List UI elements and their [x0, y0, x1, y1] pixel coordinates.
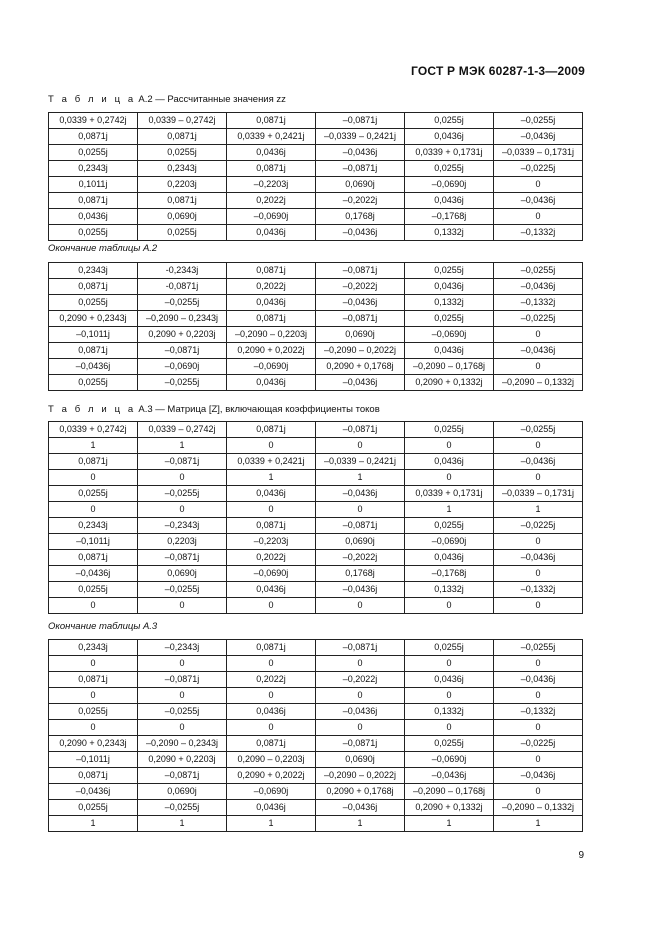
table-cell: –0,2090 – 0,1768j	[405, 784, 494, 800]
table-cell: –0,0436j	[316, 486, 405, 502]
table-cell: 0	[494, 720, 583, 736]
table-cell: 1	[494, 816, 583, 832]
table-cell: 1	[138, 438, 227, 454]
table-cell: –0,0690j	[227, 566, 316, 582]
table-cell: 0,2022j	[227, 550, 316, 566]
table-cell: 0,0690j	[316, 327, 405, 343]
table-cell: –0,0436j	[494, 550, 583, 566]
table-cell: 0,0436j	[405, 193, 494, 209]
table-row	[49, 422, 583, 438]
table-cell: 0,0871j	[49, 343, 138, 359]
table-cell: 0,0871j	[227, 422, 316, 438]
table-cell: –0,0871j	[138, 550, 227, 566]
table-cell: 0,2090 + 0,2343j	[49, 311, 138, 327]
table-cell: 0,0436j	[227, 582, 316, 598]
table-cell: –0,0436j	[49, 566, 138, 582]
table-cell: 0,0436j	[405, 343, 494, 359]
table-row	[49, 720, 583, 736]
table-cell: 0,0690j	[138, 784, 227, 800]
table-cell: 0,0436j	[227, 375, 316, 391]
table-cell: –0,0255j	[138, 582, 227, 598]
table-row	[49, 209, 583, 225]
table-row	[49, 359, 583, 375]
table-cell: 0,1332j	[405, 582, 494, 598]
table-cell: –0,0871j	[316, 518, 405, 534]
table-cell: 0,1332j	[405, 704, 494, 720]
table-row	[49, 263, 583, 279]
table-cell: –0,2022j	[316, 550, 405, 566]
table-cell: 0,0871j	[49, 672, 138, 688]
table-cell: 0,0339 + 0,2742j	[49, 113, 138, 129]
table-cell: 0,0436j	[405, 550, 494, 566]
table-cell: 0,2343j	[49, 518, 138, 534]
table-cell: –0,0871j	[316, 640, 405, 656]
table-cell: -0,0871j	[138, 279, 227, 295]
table-cell: 1	[227, 816, 316, 832]
table-a2-continuation	[48, 262, 583, 391]
table-cell: –0,0436j	[316, 800, 405, 816]
table-a3-continuation	[48, 639, 583, 832]
table-cell: –0,2090 – 0,2343j	[138, 736, 227, 752]
table-cell: 0,0255j	[49, 295, 138, 311]
table-cell: –0,2090 – 0,2022j	[316, 343, 405, 359]
table-cell: 0,0871j	[49, 768, 138, 784]
table-cell: –0,0225j	[494, 311, 583, 327]
table-cell: 1	[494, 502, 583, 518]
table-cell: 0,0339 + 0,1731j	[405, 486, 494, 502]
table-cell: –0,2343j	[138, 518, 227, 534]
table-row	[49, 816, 583, 832]
table-cell: 0,0690j	[316, 752, 405, 768]
table-a3	[48, 421, 583, 614]
table-cell: 0	[405, 656, 494, 672]
table-cell: 0,0436j	[227, 295, 316, 311]
table-cell: 0,2090 + 0,1332j	[405, 375, 494, 391]
table-cell: –0,0339 – 0,2421j	[316, 129, 405, 145]
table-cell: –0,0255j	[138, 800, 227, 816]
table-cell: –0,0339 – 0,1731j	[494, 145, 583, 161]
table-cell: –0,0871j	[316, 161, 405, 177]
table-cell: 0,0690j	[138, 209, 227, 225]
table-cell: 0	[138, 720, 227, 736]
table-cell: 1	[49, 438, 138, 454]
table-cell: –0,0690j	[138, 359, 227, 375]
table-row	[49, 177, 583, 193]
table-cell: –0,1011j	[49, 752, 138, 768]
table-a3-caption	[48, 404, 380, 415]
table-row	[49, 225, 583, 241]
table-cell: 0,2090 + 0,2022j	[227, 768, 316, 784]
table-cell: 0,0871j	[49, 129, 138, 145]
table-cell: 0,2022j	[227, 672, 316, 688]
table-cell: 0,0255j	[138, 225, 227, 241]
table-cell: 0,0339 + 0,1731j	[405, 145, 494, 161]
table-a2	[48, 112, 583, 241]
table-cell: 0	[494, 656, 583, 672]
table-cell: –0,1332j	[494, 225, 583, 241]
table-cell: 0,2090 + 0,1768j	[316, 359, 405, 375]
table-row	[49, 279, 583, 295]
table-cell: 0,0871j	[227, 113, 316, 129]
table-cell: 0	[138, 598, 227, 614]
table-a3-caption-prefix: Т а б л и ц а	[48, 404, 136, 415]
table-cell: 0,0436j	[405, 279, 494, 295]
table-cell: –0,0436j	[494, 129, 583, 145]
table-cell: 0	[405, 720, 494, 736]
table-cell: 0,1768j	[316, 566, 405, 582]
table-cell: 0	[49, 502, 138, 518]
table-cell: 0,2203j	[138, 177, 227, 193]
table-cell: 0,0871j	[49, 193, 138, 209]
table-cell: 0,0871j	[227, 736, 316, 752]
table-row	[49, 672, 583, 688]
table-cell: 1	[405, 816, 494, 832]
table-row	[49, 736, 583, 752]
table-cell: 0,0255j	[49, 486, 138, 502]
table-cell: –0,0436j	[316, 704, 405, 720]
table-cell: –0,1332j	[494, 704, 583, 720]
table-cell: –0,0690j	[227, 359, 316, 375]
table-a2-caption-prefix: Т а б л и ц а	[48, 94, 136, 105]
table-row	[49, 566, 583, 582]
table-cell: 0	[494, 784, 583, 800]
table-cell: 0,2343j	[138, 161, 227, 177]
table-row	[49, 343, 583, 359]
table-cell: –0,2203j	[227, 177, 316, 193]
table-cell: 0,2090 + 0,2203j	[138, 752, 227, 768]
table-cell: 0,0255j	[405, 113, 494, 129]
table-cell: 0,0436j	[405, 454, 494, 470]
table-cell: 0,0339 – 0,2742j	[138, 422, 227, 438]
table-cell: –0,0871j	[316, 311, 405, 327]
table-cell: –0,1332j	[494, 582, 583, 598]
table-cell: –0,0436j	[494, 279, 583, 295]
table-cell: –0,0436j	[494, 343, 583, 359]
table-row	[49, 145, 583, 161]
table-cell: 0	[405, 688, 494, 704]
table-cell: –0,0436j	[316, 295, 405, 311]
table-cell: 0,0436j	[405, 672, 494, 688]
table-cell: –0,0871j	[316, 422, 405, 438]
table-cell: 0,0255j	[49, 225, 138, 241]
table-cell: 0	[227, 438, 316, 454]
table-cell: –0,0436j	[494, 193, 583, 209]
table-cell: –0,2203j	[227, 534, 316, 550]
table-cell: 0,0436j	[227, 225, 316, 241]
table-row	[49, 113, 583, 129]
table-cell: –0,0436j	[494, 454, 583, 470]
table-cell: –0,1011j	[49, 534, 138, 550]
table-cell: 0	[494, 438, 583, 454]
table-cell: 0	[316, 438, 405, 454]
table-a2-caption	[48, 94, 286, 105]
table-cell: 0,2090 + 0,1768j	[316, 784, 405, 800]
table-cell: 0,2343j	[49, 640, 138, 656]
table-cell: –0,1768j	[405, 566, 494, 582]
table-cell: –0,2022j	[316, 279, 405, 295]
table-cell: –0,2343j	[138, 640, 227, 656]
table-cell: –0,0690j	[405, 327, 494, 343]
table-cell: 0	[405, 438, 494, 454]
table-cell: 0,0255j	[405, 161, 494, 177]
table-cell: 0,2090 – 0,2203j	[227, 752, 316, 768]
table-cell: –0,0871j	[138, 672, 227, 688]
table-row	[49, 550, 583, 566]
table-cell: –0,2090 – 0,1332j	[494, 800, 583, 816]
table-cell: 0	[494, 209, 583, 225]
table-cell: 1	[405, 502, 494, 518]
page-number: 9	[578, 850, 584, 861]
table-row	[49, 688, 583, 704]
table-cell: 0,2090 + 0,2203j	[138, 327, 227, 343]
table-cell: 0,0436j	[227, 704, 316, 720]
table-cell: 0,2090 + 0,2022j	[227, 343, 316, 359]
table-row	[49, 161, 583, 177]
table-cell: 0,0871j	[227, 263, 316, 279]
table-cell: 0,0255j	[49, 582, 138, 598]
table-cell: –0,0339 – 0,2421j	[316, 454, 405, 470]
table-cell: –0,0871j	[138, 454, 227, 470]
table-cell: 0	[494, 327, 583, 343]
table-cell: –0,2090 – 0,2022j	[316, 768, 405, 784]
table-cell: –0,0436j	[316, 145, 405, 161]
table-cell: –0,0255j	[494, 640, 583, 656]
table-cell: –0,0225j	[494, 736, 583, 752]
table-cell: 1	[316, 470, 405, 486]
table-cell: 0,0255j	[405, 263, 494, 279]
table-row	[49, 470, 583, 486]
table-cell: 0	[494, 534, 583, 550]
table-cell: 0	[49, 656, 138, 672]
table-cell: –0,2090 – 0,2203j	[227, 327, 316, 343]
table-cell: –0,1332j	[494, 295, 583, 311]
table-row	[49, 752, 583, 768]
table-cell: –0,0690j	[405, 177, 494, 193]
document-standard-header: ГОСТ Р МЭК 60287-1-3—2009	[411, 64, 585, 78]
table-row	[49, 129, 583, 145]
table-cell: –0,1768j	[405, 209, 494, 225]
table-row	[49, 582, 583, 598]
table-row	[49, 704, 583, 720]
table-cell: 0,0255j	[405, 518, 494, 534]
table-cell: 0	[494, 359, 583, 375]
table-cell: 0,0871j	[227, 518, 316, 534]
table-cell: 0	[494, 688, 583, 704]
table-cell: 0,0436j	[405, 129, 494, 145]
table-row	[49, 311, 583, 327]
table-cell: –0,1011j	[49, 327, 138, 343]
table-cell: 0,0871j	[49, 454, 138, 470]
table-cell: –0,0255j	[138, 486, 227, 502]
table-cell: 0	[316, 598, 405, 614]
table-cell: 0	[138, 656, 227, 672]
table-cell: 0	[494, 752, 583, 768]
table-cell: –0,0255j	[138, 295, 227, 311]
table-cell: –0,0436j	[316, 225, 405, 241]
table-cell: 0,0339 + 0,2421j	[227, 454, 316, 470]
table-cell: 0,0339 – 0,2742j	[138, 113, 227, 129]
table-cell: 0	[138, 688, 227, 704]
table-cell: 0,0871j	[138, 193, 227, 209]
table-cell: 0,0871j	[227, 311, 316, 327]
table-cell: 1	[49, 816, 138, 832]
table-cell: –0,0255j	[494, 422, 583, 438]
table-cell: 0,0255j	[405, 311, 494, 327]
table-cell: –0,0436j	[49, 784, 138, 800]
table-a3-continuation-caption: Окончание таблицы А.3	[48, 621, 158, 632]
table-cell: 1	[138, 816, 227, 832]
table-row	[49, 438, 583, 454]
table-row	[49, 502, 583, 518]
table-cell: 0,0871j	[227, 161, 316, 177]
table-cell: 0	[316, 720, 405, 736]
table-cell: –0,0690j	[227, 784, 316, 800]
table-cell: –0,0871j	[316, 263, 405, 279]
table-cell: –0,0436j	[316, 582, 405, 598]
table-cell: 0,0436j	[227, 800, 316, 816]
table-cell: 0,0690j	[316, 177, 405, 193]
table-cell: 0	[227, 720, 316, 736]
table-cell: 0,0436j	[227, 145, 316, 161]
table-cell: 0,2090 + 0,2343j	[49, 736, 138, 752]
table-row	[49, 800, 583, 816]
table-cell: 0,0255j	[405, 640, 494, 656]
table-cell: 0,2022j	[227, 193, 316, 209]
table-row	[49, 486, 583, 502]
table-cell: 0	[316, 656, 405, 672]
table-a3-caption-text: А.3 — Матрица [Z], включающая коэффициенты токов	[135, 404, 380, 415]
table-row	[49, 768, 583, 784]
table-cell: –0,0225j	[494, 518, 583, 534]
table-cell: –0,0255j	[138, 375, 227, 391]
table-cell: 0	[227, 688, 316, 704]
table-row	[49, 375, 583, 391]
table-cell: 0	[138, 502, 227, 518]
table-row	[49, 327, 583, 343]
table-cell: –0,0255j	[494, 263, 583, 279]
table-cell: –0,2022j	[316, 672, 405, 688]
table-cell: 0,0255j	[49, 145, 138, 161]
table-cell: 0,0339 + 0,2421j	[227, 129, 316, 145]
table-cell: –0,2090 – 0,1332j	[494, 375, 583, 391]
table-cell: 0	[49, 720, 138, 736]
table-cell: 0,1011j	[49, 177, 138, 193]
table-cell: –0,2090 – 0,1768j	[405, 359, 494, 375]
table-cell: 1	[227, 470, 316, 486]
table-cell: 0,1768j	[316, 209, 405, 225]
table-cell: –0,2022j	[316, 193, 405, 209]
table-cell: –0,0436j	[494, 768, 583, 784]
table-cell: 0	[405, 470, 494, 486]
table-cell: 0,0255j	[405, 736, 494, 752]
table-cell: 0,1332j	[405, 295, 494, 311]
table-cell: 0	[227, 656, 316, 672]
table-row	[49, 454, 583, 470]
table-cell: 0,0871j	[227, 640, 316, 656]
table-cell: 0,2022j	[227, 279, 316, 295]
table-cell: 0,0690j	[316, 534, 405, 550]
table-cell: 0	[227, 502, 316, 518]
table-cell: 0,2343j	[49, 161, 138, 177]
table-cell: –0,0339 – 0,1731j	[494, 486, 583, 502]
table-cell: 0,0255j	[138, 145, 227, 161]
table-row	[49, 518, 583, 534]
table-cell: –0,0255j	[494, 113, 583, 129]
table-cell: –0,0871j	[316, 113, 405, 129]
table-cell: 0,2203j	[138, 534, 227, 550]
table-row	[49, 193, 583, 209]
table-cell: 0,1332j	[405, 225, 494, 241]
table-cell: 0	[138, 470, 227, 486]
table-cell: 0,0436j	[49, 209, 138, 225]
table-row	[49, 784, 583, 800]
table-cell: –0,0255j	[138, 704, 227, 720]
table-cell: –0,0690j	[227, 209, 316, 225]
table-cell: 0	[494, 177, 583, 193]
table-cell: 0	[49, 470, 138, 486]
table-cell: 1	[316, 816, 405, 832]
table-a2-caption-text: А.2 — Рассчитанные значения zz	[135, 94, 286, 105]
table-row	[49, 598, 583, 614]
table-cell: 0,0255j	[405, 422, 494, 438]
table-cell: –0,0436j	[316, 375, 405, 391]
table-cell: 0,0255j	[49, 375, 138, 391]
table-cell: –0,0871j	[138, 343, 227, 359]
table-cell: –0,0225j	[494, 161, 583, 177]
table-cell: 0,2343j	[49, 263, 138, 279]
table-cell: 0	[494, 470, 583, 486]
table-row	[49, 534, 583, 550]
table-cell: -0,2343j	[138, 263, 227, 279]
table-cell: 0	[405, 598, 494, 614]
table-cell: –0,0871j	[138, 768, 227, 784]
table-cell: –0,0690j	[405, 534, 494, 550]
table-row	[49, 640, 583, 656]
table-cell: –0,2090 – 0,2343j	[138, 311, 227, 327]
table-cell: 0,0255j	[49, 800, 138, 816]
table-cell: 0,0339 + 0,2742j	[49, 422, 138, 438]
table-cell: 0	[49, 598, 138, 614]
table-cell: –0,0436j	[405, 768, 494, 784]
table-cell: 0,0690j	[138, 566, 227, 582]
table-cell: 0,0871j	[49, 279, 138, 295]
table-row	[49, 295, 583, 311]
table-cell: 0,2090 + 0,1332j	[405, 800, 494, 816]
table-cell: 0	[494, 566, 583, 582]
table-cell: 0,0871j	[49, 550, 138, 566]
table-row	[49, 656, 583, 672]
table-cell: 0	[316, 688, 405, 704]
table-cell: –0,0436j	[49, 359, 138, 375]
table-cell: 0	[316, 502, 405, 518]
table-cell: –0,0871j	[316, 736, 405, 752]
table-cell: 0	[494, 598, 583, 614]
table-cell: 0,0255j	[49, 704, 138, 720]
table-a2-continuation-caption: Окончание таблицы А.2	[48, 243, 158, 254]
table-cell: 0	[49, 688, 138, 704]
table-cell: 0,0871j	[138, 129, 227, 145]
table-cell: 0,0436j	[227, 486, 316, 502]
table-cell: –0,0436j	[494, 672, 583, 688]
table-cell: –0,0690j	[405, 752, 494, 768]
table-cell: 0	[227, 598, 316, 614]
